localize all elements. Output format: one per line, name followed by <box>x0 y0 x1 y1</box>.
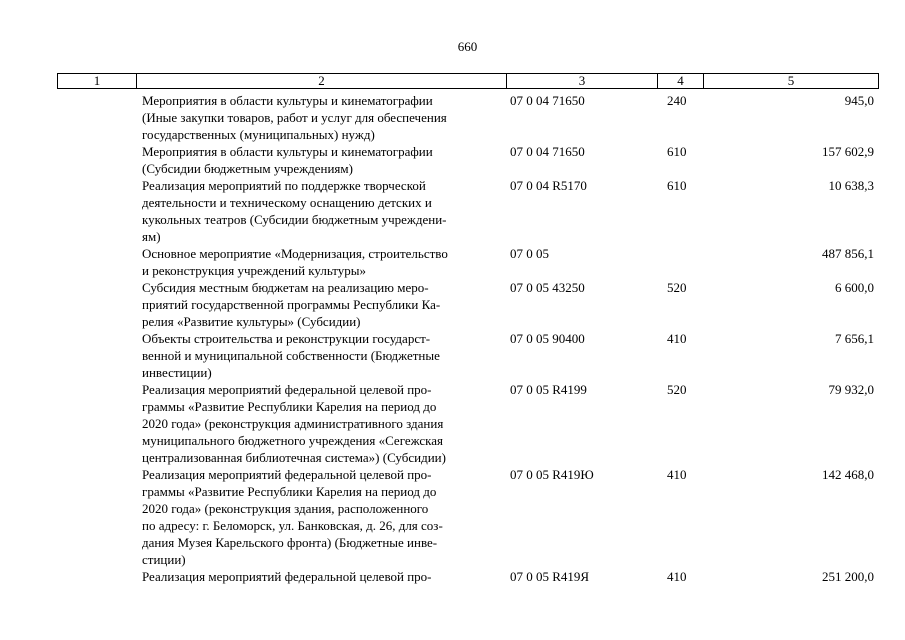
row-code: 07 0 04 71650 <box>510 144 585 159</box>
table-row <box>0 330 905 381</box>
row-amount: 945,0 <box>844 93 874 108</box>
description-line: (Иные закупки товаров, работ и услуг для обеспечения <box>142 110 447 125</box>
row-expense-type: 240 <box>667 93 687 108</box>
row-description <box>142 245 504 279</box>
description-line: и реконструкция учреждений культуры» <box>142 263 367 278</box>
description-line: 2020 года» (реконструкция административного здания <box>142 416 444 431</box>
table-row <box>0 279 905 330</box>
row-description <box>142 381 504 466</box>
row-code: 07 0 05 R419Я <box>510 569 590 584</box>
row-description <box>142 279 504 330</box>
description-line: Субсидия местным бюджетам на реализацию меро- <box>142 280 429 295</box>
row-expense-type: 520 <box>667 280 687 295</box>
row-code: 07 0 04 71650 <box>510 93 585 108</box>
row-expense-type: 520 <box>667 382 687 397</box>
table-row <box>0 466 905 568</box>
table-header-row <box>57 73 879 89</box>
row-expense-type: 410 <box>667 331 687 346</box>
row-code: 07 0 05 R419Ю <box>510 467 594 482</box>
description-line: Основное мероприятие «Модернизация, строительство <box>142 246 448 261</box>
row-description <box>142 92 504 143</box>
page-number: 660 <box>457 39 478 54</box>
description-line: дания Музея Карельского фронта) (Бюджетные инве- <box>142 535 438 550</box>
description-line: деятельности и техническому оснащению детских и <box>142 195 432 210</box>
description-line: государственных (муниципальных) нужд) <box>142 127 375 142</box>
column-header-3: 3 <box>578 73 586 88</box>
description-line: граммы «Развитие Республики Карелия на период до <box>142 484 437 499</box>
row-description <box>142 143 504 177</box>
row-description <box>142 177 504 245</box>
description-line: Реализация мероприятий федеральной целевой про- <box>142 382 432 397</box>
row-expense-type: 410 <box>667 569 687 584</box>
row-expense-type: 410 <box>667 467 687 482</box>
row-amount: 157 602,9 <box>822 144 874 159</box>
row-amount: 487 856,1 <box>822 246 874 261</box>
row-description <box>142 568 504 585</box>
column-header-1: 1 <box>93 73 101 88</box>
description-line: граммы «Развитие Республики Карелия на период до <box>142 399 437 414</box>
description-line: Объекты строительства и реконструкции государст- <box>142 331 431 346</box>
description-line: Реализация мероприятий федеральной целевой про- <box>142 467 432 482</box>
row-amount: 251 200,0 <box>822 569 874 584</box>
description-line: релия «Развитие культуры» (Субсидии) <box>142 314 361 329</box>
column-header-4: 4 <box>677 73 684 88</box>
table-row <box>0 92 905 143</box>
description-line: венной и муниципальной собственности (Бюджетные <box>142 348 440 363</box>
row-amount: 10 638,3 <box>828 178 874 193</box>
row-amount: 7 656,1 <box>835 331 874 346</box>
description-line: централизованная библиотечная система») (Субсидии) <box>142 450 446 465</box>
description-line: стиции) <box>142 552 186 567</box>
row-expense-type: 610 <box>667 144 687 159</box>
table-row <box>0 568 905 585</box>
column-header-5: 5 <box>787 73 795 88</box>
row-amount: 142 468,0 <box>822 467 874 482</box>
row-code: 07 0 05 R4199 <box>510 382 587 397</box>
description-line: приятий государственной программы Республики Ка- <box>142 297 441 312</box>
row-code: 07 0 04 R5170 <box>510 178 587 193</box>
table-body <box>0 92 905 585</box>
table-row <box>0 143 905 177</box>
description-line: (Субсидии бюджетным учреждениям) <box>142 161 353 176</box>
row-expense-type: 610 <box>667 178 687 193</box>
description-line: Мероприятия в области культуры и кинематографии <box>142 93 433 108</box>
row-amount: 79 932,0 <box>828 382 874 397</box>
row-description <box>142 466 504 568</box>
row-description <box>142 330 504 381</box>
description-line: ям) <box>142 229 161 244</box>
row-amount: 6 600,0 <box>835 280 874 295</box>
description-line: кукольных театров (Субсидии бюджетным учреждени- <box>142 212 447 227</box>
row-code: 07 0 05 90400 <box>510 331 585 346</box>
description-line: муниципального бюджетного учреждения «Сегежская <box>142 433 444 448</box>
description-line: 2020 года» (реконструкция здания, расположенного <box>142 501 429 516</box>
description-line: Реализация мероприятий федеральной целевой про- <box>142 569 432 584</box>
description-line: Реализация мероприятий по поддержке творческой <box>142 178 426 193</box>
table-row <box>0 245 905 279</box>
description-line: инвестиции) <box>142 365 212 380</box>
description-line: по адресу: г. Беломорск, ул. Банковская, д. 26, для соз- <box>142 518 443 533</box>
row-code: 07 0 05 <box>510 246 549 261</box>
table-row <box>0 177 905 245</box>
column-header-2: 2 <box>318 73 325 88</box>
table-row <box>0 381 905 466</box>
row-code: 07 0 05 43250 <box>510 280 585 295</box>
description-line: Мероприятия в области культуры и кинематографии <box>142 144 433 159</box>
